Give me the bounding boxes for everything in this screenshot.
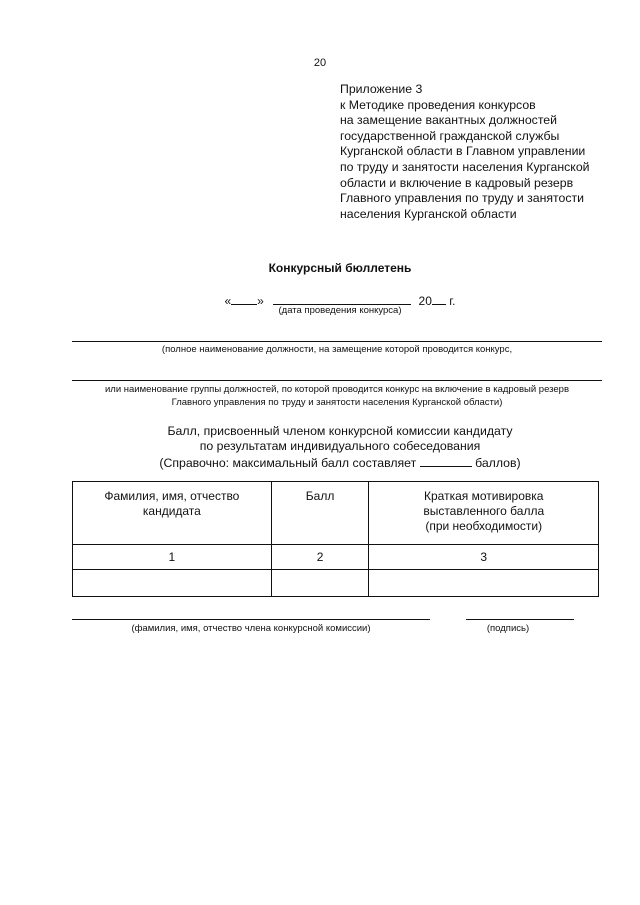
table-header-row [73,482,599,545]
day-blank[interactable] [231,292,257,305]
column-number-1: 1 [73,545,272,570]
table-number-row [73,545,599,570]
column-number-3: 3 [369,545,599,570]
max-score-blank[interactable] [420,454,472,467]
date-caption: (дата проведения конкурса) [278,305,402,316]
appendix-reference: Приложение 3 к Методике проведения конкурсов на замещение вакантных должностей государственной гражданской службы Курганской области в Главном управлении по труду и занятости населения Курганской области и включение в кадровый резерв Главного управления по труду и занятости населения Курганской области [340,82,590,221]
candidate-name-cell[interactable] [73,570,272,597]
position-caption-2: или наименование группы должностей, по которой проводится конкурс на включение в кадровый резерв Главного управления по труду и занятости населения Курганской области) [104,384,570,408]
motivation-cell[interactable] [369,570,599,597]
signature-line[interactable] [466,619,574,620]
table-row [73,570,599,597]
header-score: Балл [271,482,369,545]
position-line-2[interactable] [72,380,602,381]
score-text-2-before: (Справочно: максимальный балл составляет [159,456,420,470]
year-blank[interactable] [432,292,446,305]
signature-caption: (подпись) [486,623,530,634]
score-text-2-after: баллов) [471,456,521,470]
year-prefix: 20 [418,294,432,308]
header-motivation: Краткая мотивировка выставленного балла (при необходимости) [369,482,599,545]
score-text-1: Балл, присвоенный членом конкурсной комиссии кандидату по результатам индивидуального собеседования [167,424,513,453]
header-candidate-name: Фамилия, имя, отчество кандидата [73,482,272,545]
document-title: Конкурсный бюллетень [268,261,412,275]
close-quote: » [257,294,264,308]
position-line-1[interactable] [72,341,602,342]
page-number: 20 [313,57,327,69]
year-suffix: г. [445,294,456,308]
open-quote: « [224,294,232,308]
ballot-table [72,481,599,597]
score-cell[interactable] [271,570,369,597]
month-blank[interactable] [273,292,411,305]
commission-member-name-line[interactable] [72,619,430,620]
commission-member-name-caption: (фамилия, имя, отчество члена конкурсной комиссии) [131,623,371,634]
position-caption-1: (полное наименование должности, на замещение которой проводится конкурс, [161,344,513,355]
column-number-2: 2 [271,545,369,570]
score-description [0,424,640,471]
